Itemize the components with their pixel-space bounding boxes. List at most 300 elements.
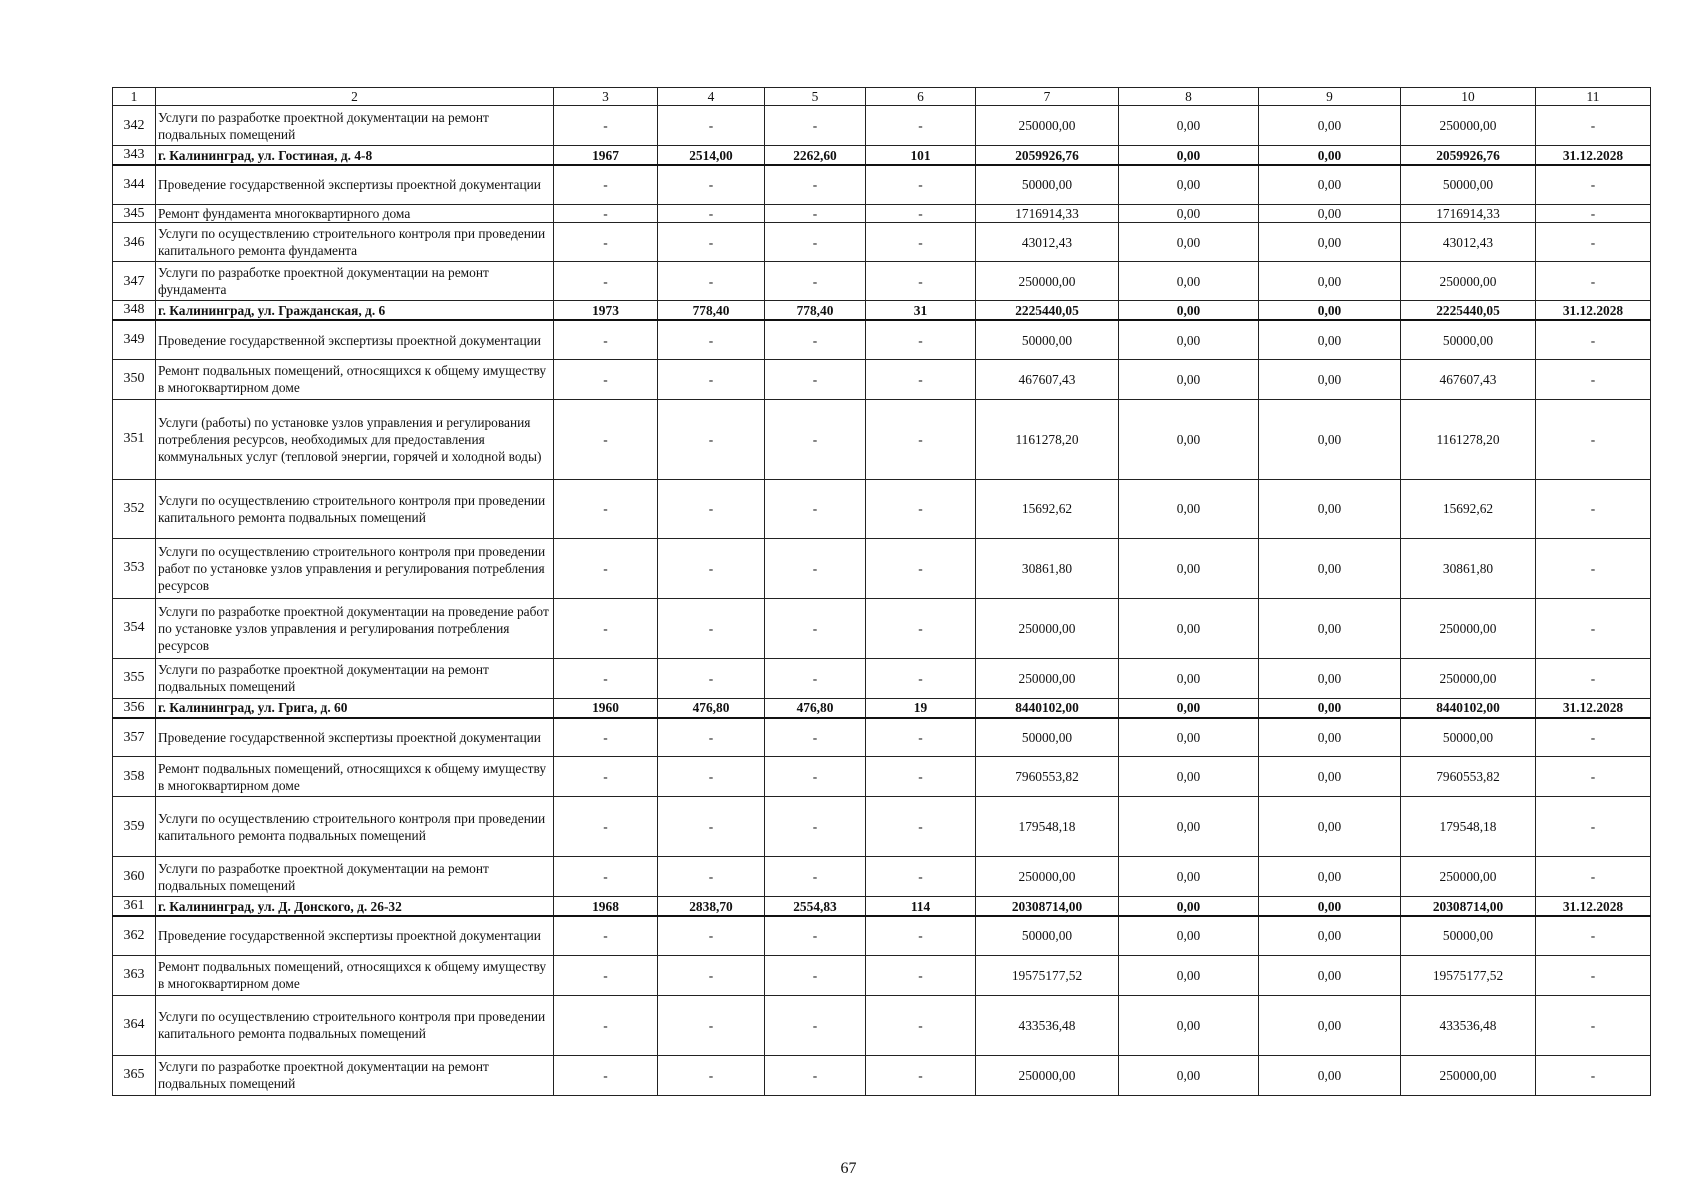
year-cell: - (554, 399, 658, 479)
fund-source-9-cell: 0,00 (1259, 698, 1401, 717)
area-living-cell: - (765, 165, 866, 204)
fund-source-9-cell: 0,00 (1259, 916, 1401, 955)
register-table (112, 87, 1651, 1096)
fund-source-10-cell: 250000,00 (1401, 598, 1536, 658)
residents-cell: - (866, 223, 976, 262)
residents-cell: - (866, 320, 976, 359)
deadline-cell: - (1536, 223, 1651, 262)
area-total-cell: - (658, 262, 765, 301)
row-number-cell: 358 (113, 757, 156, 797)
work-name-cell: Ремонт подвальных помещений, относящихся к общему имуществу в многоквартирном доме (156, 359, 554, 399)
area-total-cell: 476,80 (658, 698, 765, 717)
work-item-row (113, 916, 1651, 955)
area-total-cell: - (658, 106, 765, 146)
fund-source-8-cell: 0,00 (1119, 757, 1259, 797)
area-living-cell: - (765, 262, 866, 301)
residents-cell: - (866, 538, 976, 598)
year-cell: - (554, 916, 658, 955)
area-total-cell: - (658, 538, 765, 598)
fund-source-10-cell: 250000,00 (1401, 658, 1536, 698)
residents-cell: - (866, 757, 976, 797)
residents-cell: 19 (866, 698, 976, 717)
column-header: 5 (765, 88, 866, 106)
address-row (113, 301, 1651, 320)
fund-source-10-cell: 250000,00 (1401, 262, 1536, 301)
area-living-cell: - (765, 223, 866, 262)
year-cell: - (554, 204, 658, 223)
column-header: 8 (1119, 88, 1259, 106)
area-total-cell: - (658, 757, 765, 797)
row-number-cell: 343 (113, 146, 156, 165)
row-number-cell: 348 (113, 301, 156, 320)
area-living-cell: - (765, 204, 866, 223)
fund-source-9-cell: 0,00 (1259, 718, 1401, 757)
work-item-row (113, 598, 1651, 658)
row-number-cell: 360 (113, 857, 156, 897)
work-name-cell: Проведение государственной экспертизы проектной документации (156, 916, 554, 955)
deadline-cell: - (1536, 718, 1651, 757)
year-cell: - (554, 757, 658, 797)
area-total-cell: - (658, 223, 765, 262)
year-cell: - (554, 718, 658, 757)
work-item-row (113, 718, 1651, 757)
work-name-cell: г. Калининград, ул. Грига, д. 60 (156, 698, 554, 717)
work-item-row (113, 538, 1651, 598)
fund-source-9-cell: 0,00 (1259, 797, 1401, 857)
work-item-row (113, 204, 1651, 223)
cost-total-cell: 15692,62 (976, 479, 1119, 538)
residents-cell: 114 (866, 897, 976, 916)
work-name-cell: г. Калининград, ул. Д. Донского, д. 26-32 (156, 897, 554, 916)
row-number-cell: 350 (113, 359, 156, 399)
row-number-cell: 352 (113, 479, 156, 538)
area-living-cell: - (765, 320, 866, 359)
work-item-row (113, 757, 1651, 797)
page-number: 67 (840, 1160, 857, 1177)
area-total-cell: - (658, 658, 765, 698)
fund-source-8-cell: 0,00 (1119, 857, 1259, 897)
work-item-row (113, 106, 1651, 146)
fund-source-8-cell: 0,00 (1119, 538, 1259, 598)
year-cell: 1973 (554, 301, 658, 320)
fund-source-9-cell: 0,00 (1259, 399, 1401, 479)
year-cell: - (554, 538, 658, 598)
fund-source-10-cell: 250000,00 (1401, 1055, 1536, 1095)
deadline-cell: - (1536, 359, 1651, 399)
area-total-cell: 2514,00 (658, 146, 765, 165)
cost-total-cell: 179548,18 (976, 797, 1119, 857)
fund-source-9-cell: 0,00 (1259, 204, 1401, 223)
area-total-cell: - (658, 995, 765, 1055)
cost-total-cell: 250000,00 (976, 598, 1119, 658)
deadline-cell: - (1536, 538, 1651, 598)
column-header: 3 (554, 88, 658, 106)
address-row (113, 897, 1651, 916)
work-name-cell: Услуги по осуществлению строительного контроля при проведении работ по установке узлов управления и регулирования потребления ресурсов (156, 538, 554, 598)
work-name-cell: Услуги по осуществлению строительного контроля при проведении капитального ремонта подвальных помещений (156, 995, 554, 1055)
work-name-cell: Услуги по разработке проектной документации на ремонт подвальных помещений (156, 106, 554, 146)
row-number-cell: 354 (113, 598, 156, 658)
year-cell: - (554, 598, 658, 658)
row-number-cell: 365 (113, 1055, 156, 1095)
residents-cell: 31 (866, 301, 976, 320)
cost-total-cell: 50000,00 (976, 916, 1119, 955)
column-header: 9 (1259, 88, 1401, 106)
fund-source-8-cell: 0,00 (1119, 658, 1259, 698)
work-item-row (113, 955, 1651, 995)
fund-source-8-cell: 0,00 (1119, 797, 1259, 857)
fund-source-10-cell: 250000,00 (1401, 857, 1536, 897)
deadline-cell: 31.12.2028 (1536, 897, 1651, 916)
fund-source-10-cell: 1716914,33 (1401, 204, 1536, 223)
fund-source-10-cell: 50000,00 (1401, 916, 1536, 955)
work-item-row (113, 223, 1651, 262)
deadline-cell: - (1536, 857, 1651, 897)
area-living-cell: - (765, 955, 866, 995)
year-cell: - (554, 995, 658, 1055)
area-total-cell: - (658, 165, 765, 204)
area-total-cell: - (658, 320, 765, 359)
fund-source-9-cell: 0,00 (1259, 165, 1401, 204)
area-total-cell: - (658, 857, 765, 897)
fund-source-9-cell: 0,00 (1259, 359, 1401, 399)
fund-source-10-cell: 1161278,20 (1401, 399, 1536, 479)
year-cell: 1967 (554, 146, 658, 165)
year-cell: - (554, 262, 658, 301)
work-item-row (113, 320, 1651, 359)
row-number-cell: 356 (113, 698, 156, 717)
residents-cell: - (866, 995, 976, 1055)
work-item-row (113, 399, 1651, 479)
work-item-row (113, 658, 1651, 698)
work-name-cell: Ремонт подвальных помещений, относящихся к общему имуществу в многоквартирном доме (156, 955, 554, 995)
deadline-cell: - (1536, 598, 1651, 658)
area-living-cell: - (765, 598, 866, 658)
work-item-row (113, 1055, 1651, 1095)
fund-source-8-cell: 0,00 (1119, 320, 1259, 359)
cost-total-cell: 50000,00 (976, 718, 1119, 757)
row-number-cell: 359 (113, 797, 156, 857)
fund-source-9-cell: 0,00 (1259, 955, 1401, 995)
fund-source-10-cell: 7960553,82 (1401, 757, 1536, 797)
work-item-row (113, 479, 1651, 538)
fund-source-10-cell: 8440102,00 (1401, 698, 1536, 717)
cost-total-cell: 250000,00 (976, 106, 1119, 146)
year-cell: - (554, 106, 658, 146)
area-living-cell: - (765, 1055, 866, 1095)
work-name-cell: Услуги по осуществлению строительного контроля при проведении капитального ремонта подвальных помещений (156, 479, 554, 538)
column-header: 10 (1401, 88, 1536, 106)
cost-total-cell: 467607,43 (976, 359, 1119, 399)
fund-source-10-cell: 43012,43 (1401, 223, 1536, 262)
cost-total-cell: 250000,00 (976, 857, 1119, 897)
fund-source-10-cell: 50000,00 (1401, 165, 1536, 204)
fund-source-10-cell: 2225440,05 (1401, 301, 1536, 320)
residents-cell: - (866, 479, 976, 538)
year-cell: - (554, 223, 658, 262)
deadline-cell: 31.12.2028 (1536, 146, 1651, 165)
area-total-cell: - (658, 1055, 765, 1095)
fund-source-9-cell: 0,00 (1259, 223, 1401, 262)
residents-cell: - (866, 658, 976, 698)
residents-cell: - (866, 797, 976, 857)
cost-total-cell: 250000,00 (976, 262, 1119, 301)
work-item-row (113, 797, 1651, 857)
row-number-cell: 355 (113, 658, 156, 698)
address-row (113, 698, 1651, 717)
area-living-cell: - (765, 658, 866, 698)
area-total-cell: - (658, 797, 765, 857)
fund-source-10-cell: 179548,18 (1401, 797, 1536, 857)
deadline-cell: - (1536, 479, 1651, 538)
fund-source-9-cell: 0,00 (1259, 479, 1401, 538)
area-living-cell: - (765, 757, 866, 797)
residents-cell: - (866, 718, 976, 757)
cost-total-cell: 20308714,00 (976, 897, 1119, 916)
fund-source-8-cell: 0,00 (1119, 106, 1259, 146)
table-body (113, 106, 1651, 1096)
fund-source-8-cell: 0,00 (1119, 479, 1259, 538)
fund-source-8-cell: 0,00 (1119, 1055, 1259, 1095)
fund-source-10-cell: 467607,43 (1401, 359, 1536, 399)
deadline-cell: - (1536, 797, 1651, 857)
work-item-row (113, 165, 1651, 204)
row-number-cell: 357 (113, 718, 156, 757)
area-living-cell: 476,80 (765, 698, 866, 717)
column-header: 2 (156, 88, 554, 106)
area-total-cell: 778,40 (658, 301, 765, 320)
fund-source-8-cell: 0,00 (1119, 698, 1259, 717)
cost-total-cell: 1161278,20 (976, 399, 1119, 479)
area-living-cell: - (765, 399, 866, 479)
year-cell: - (554, 165, 658, 204)
row-number-cell: 347 (113, 262, 156, 301)
deadline-cell: - (1536, 165, 1651, 204)
fund-source-9-cell: 0,00 (1259, 538, 1401, 598)
fund-source-10-cell: 250000,00 (1401, 106, 1536, 146)
area-living-cell: - (765, 106, 866, 146)
row-number-cell: 363 (113, 955, 156, 995)
work-name-cell: Услуги (работы) по установке узлов управления и регулирования потребления ресурсов, необходимых для предоставления коммунальных услуг (тепловой энергии, горячей и холодной воды) (156, 399, 554, 479)
work-name-cell: Ремонт подвальных помещений, относящихся к общему имуществу в многоквартирном доме (156, 757, 554, 797)
year-cell: 1960 (554, 698, 658, 717)
column-header: 7 (976, 88, 1119, 106)
row-number-cell: 353 (113, 538, 156, 598)
row-number-cell: 351 (113, 399, 156, 479)
deadline-cell: - (1536, 320, 1651, 359)
work-name-cell: Проведение государственной экспертизы проектной документации (156, 320, 554, 359)
work-name-cell: Услуги по осуществлению строительного контроля при проведении капитального ремонта фундамента (156, 223, 554, 262)
cost-total-cell: 2059926,76 (976, 146, 1119, 165)
work-name-cell: г. Калининград, ул. Гражданская, д. 6 (156, 301, 554, 320)
fund-source-10-cell: 433536,48 (1401, 995, 1536, 1055)
column-number-header-row (113, 88, 1651, 106)
fund-source-10-cell: 50000,00 (1401, 718, 1536, 757)
row-number-cell: 349 (113, 320, 156, 359)
address-row (113, 146, 1651, 165)
fund-source-8-cell: 0,00 (1119, 301, 1259, 320)
residents-cell: - (866, 106, 976, 146)
work-item-row (113, 359, 1651, 399)
fund-source-8-cell: 0,00 (1119, 955, 1259, 995)
fund-source-8-cell: 0,00 (1119, 204, 1259, 223)
residents-cell: - (866, 955, 976, 995)
deadline-cell: - (1536, 106, 1651, 146)
residents-cell: 101 (866, 146, 976, 165)
deadline-cell: 31.12.2028 (1536, 698, 1651, 717)
area-living-cell: - (765, 479, 866, 538)
work-name-cell: Услуги по разработке проектной документации на ремонт фундамента (156, 262, 554, 301)
fund-source-9-cell: 0,00 (1259, 1055, 1401, 1095)
residents-cell: - (866, 399, 976, 479)
year-cell: - (554, 359, 658, 399)
column-header: 4 (658, 88, 765, 106)
area-total-cell: - (658, 204, 765, 223)
row-number-cell: 342 (113, 106, 156, 146)
fund-source-9-cell: 0,00 (1259, 857, 1401, 897)
deadline-cell: - (1536, 204, 1651, 223)
fund-source-10-cell: 15692,62 (1401, 479, 1536, 538)
fund-source-8-cell: 0,00 (1119, 399, 1259, 479)
deadline-cell: - (1536, 955, 1651, 995)
residents-cell: - (866, 359, 976, 399)
row-number-cell: 362 (113, 916, 156, 955)
row-number-cell: 346 (113, 223, 156, 262)
deadline-cell: - (1536, 1055, 1651, 1095)
area-living-cell: 2262,60 (765, 146, 866, 165)
fund-source-9-cell: 0,00 (1259, 658, 1401, 698)
area-living-cell: - (765, 916, 866, 955)
area-total-cell: - (658, 479, 765, 538)
cost-total-cell: 43012,43 (976, 223, 1119, 262)
area-living-cell: 778,40 (765, 301, 866, 320)
fund-source-10-cell: 50000,00 (1401, 320, 1536, 359)
fund-source-9-cell: 0,00 (1259, 301, 1401, 320)
fund-source-8-cell: 0,00 (1119, 995, 1259, 1055)
work-item-row (113, 857, 1651, 897)
deadline-cell: - (1536, 757, 1651, 797)
cost-total-cell: 433536,48 (976, 995, 1119, 1055)
area-living-cell: - (765, 995, 866, 1055)
work-item-row (113, 262, 1651, 301)
cost-total-cell: 7960553,82 (976, 757, 1119, 797)
row-number-cell: 361 (113, 897, 156, 916)
row-number-cell: 345 (113, 204, 156, 223)
residents-cell: - (866, 857, 976, 897)
fund-source-10-cell: 19575177,52 (1401, 955, 1536, 995)
column-header: 6 (866, 88, 976, 106)
fund-source-8-cell: 0,00 (1119, 718, 1259, 757)
cost-total-cell: 1716914,33 (976, 204, 1119, 223)
area-living-cell: - (765, 718, 866, 757)
residents-cell: - (866, 204, 976, 223)
area-total-cell: - (658, 598, 765, 658)
year-cell: - (554, 857, 658, 897)
fund-source-8-cell: 0,00 (1119, 146, 1259, 165)
deadline-cell: - (1536, 658, 1651, 698)
fund-source-10-cell: 20308714,00 (1401, 897, 1536, 916)
deadline-cell: - (1536, 262, 1651, 301)
fund-source-8-cell: 0,00 (1119, 359, 1259, 399)
area-living-cell: 2554,83 (765, 897, 866, 916)
cost-total-cell: 250000,00 (976, 658, 1119, 698)
work-name-cell: Ремонт фундамента многоквартирного дома (156, 204, 554, 223)
fund-source-9-cell: 0,00 (1259, 320, 1401, 359)
cost-total-cell: 8440102,00 (976, 698, 1119, 717)
area-living-cell: - (765, 857, 866, 897)
work-name-cell: Услуги по разработке проектной документации на проведение работ по установке узлов управления и регулирования потребления ресурсов (156, 598, 554, 658)
residents-cell: - (866, 916, 976, 955)
fund-source-8-cell: 0,00 (1119, 165, 1259, 204)
column-header: 1 (113, 88, 156, 106)
fund-source-8-cell: 0,00 (1119, 897, 1259, 916)
fund-source-9-cell: 0,00 (1259, 757, 1401, 797)
deadline-cell: - (1536, 995, 1651, 1055)
area-total-cell: - (658, 955, 765, 995)
fund-source-9-cell: 0,00 (1259, 146, 1401, 165)
fund-source-9-cell: 0,00 (1259, 262, 1401, 301)
work-item-row (113, 995, 1651, 1055)
residents-cell: - (866, 262, 976, 301)
fund-source-10-cell: 2059926,76 (1401, 146, 1536, 165)
area-total-cell: - (658, 359, 765, 399)
row-number-cell: 344 (113, 165, 156, 204)
year-cell: - (554, 320, 658, 359)
year-cell: 1968 (554, 897, 658, 916)
year-cell: - (554, 658, 658, 698)
fund-source-9-cell: 0,00 (1259, 995, 1401, 1055)
fund-source-8-cell: 0,00 (1119, 916, 1259, 955)
year-cell: - (554, 797, 658, 857)
work-name-cell: Услуги по разработке проектной документации на ремонт подвальных помещений (156, 857, 554, 897)
cost-total-cell: 50000,00 (976, 320, 1119, 359)
deadline-cell: - (1536, 916, 1651, 955)
fund-source-9-cell: 0,00 (1259, 897, 1401, 916)
cost-total-cell: 19575177,52 (976, 955, 1119, 995)
cost-total-cell: 30861,80 (976, 538, 1119, 598)
work-name-cell: Проведение государственной экспертизы проектной документации (156, 718, 554, 757)
area-living-cell: - (765, 359, 866, 399)
fund-source-9-cell: 0,00 (1259, 106, 1401, 146)
row-number-cell: 364 (113, 995, 156, 1055)
fund-source-8-cell: 0,00 (1119, 223, 1259, 262)
fund-source-9-cell: 0,00 (1259, 598, 1401, 658)
work-name-cell: Услуги по осуществлению строительного контроля при проведении капитального ремонта подвальных помещений (156, 797, 554, 857)
residents-cell: - (866, 598, 976, 658)
area-total-cell: 2838,70 (658, 897, 765, 916)
deadline-cell: - (1536, 399, 1651, 479)
area-total-cell: - (658, 916, 765, 955)
cost-total-cell: 50000,00 (976, 165, 1119, 204)
year-cell: - (554, 479, 658, 538)
fund-source-8-cell: 0,00 (1119, 598, 1259, 658)
fund-source-8-cell: 0,00 (1119, 262, 1259, 301)
area-living-cell: - (765, 797, 866, 857)
cost-total-cell: 250000,00 (976, 1055, 1119, 1095)
residents-cell: - (866, 165, 976, 204)
work-name-cell: Услуги по разработке проектной документации на ремонт подвальных помещений (156, 1055, 554, 1095)
year-cell: - (554, 1055, 658, 1095)
area-living-cell: - (765, 538, 866, 598)
fund-source-10-cell: 30861,80 (1401, 538, 1536, 598)
area-total-cell: - (658, 718, 765, 757)
cost-total-cell: 2225440,05 (976, 301, 1119, 320)
work-name-cell: Проведение государственной экспертизы проектной документации (156, 165, 554, 204)
column-header: 11 (1536, 88, 1651, 106)
work-name-cell: г. Калининград, ул. Гостиная, д. 4-8 (156, 146, 554, 165)
area-total-cell: - (658, 399, 765, 479)
residents-cell: - (866, 1055, 976, 1095)
